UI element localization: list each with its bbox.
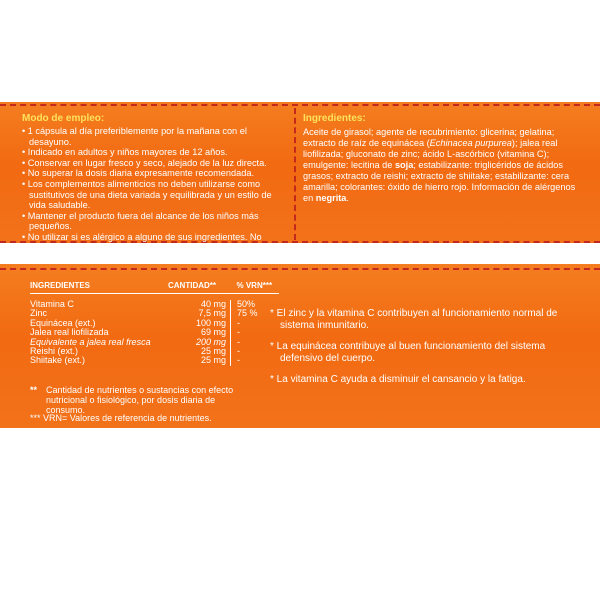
nutrient-vrn: - [237, 327, 240, 338]
health-claim: * La equinácea contribuye al buen funcionamiento del sistema defensivo del cuerpo. [270, 341, 546, 364]
nutrient-quantity: 200 mg [168, 338, 231, 347]
nutrition-row [30, 356, 279, 365]
ingredients-title: Ingredientes: [303, 113, 366, 124]
usage-item: • 1 cápsula al día preferiblemente por la mañana con el desayuno. [22, 126, 247, 147]
usage-item: • No utilizar si es alérgico a alguno de sus ingredientes. No utilizar en caso de embarazo o lactancia. [22, 231, 262, 253]
footnote-quantity [30, 385, 246, 415]
nutrient-quantity: 100 mg [168, 319, 231, 328]
nutrient-name: Equivalente a jalea real fresca [30, 336, 151, 347]
nutrition-table [30, 281, 279, 366]
usage-item: • Indicado en adultos y niños mayores de 12 años. [22, 147, 228, 158]
allergen-soy: soja [394, 160, 414, 170]
nutrition-top-cut-line [0, 268, 600, 270]
allergen-bold-word: negrita [315, 193, 347, 203]
usage-list [22, 126, 288, 253]
footnote-quantity-text: Cantidad de nutrientes o sustancias con efecto nutricional o fisiológico, por dosis diaria de consumo. [46, 385, 234, 415]
nutrient-quantity: 25 mg [168, 356, 231, 365]
header-vrn: % VRN*** [231, 281, 279, 294]
nutrient-name: Jalea real liofilizada [30, 327, 109, 338]
nutrient-vrn: - [237, 355, 240, 366]
nutrient-quantity: 40 mg [168, 300, 231, 309]
footnote-quantity-mark: ** [30, 385, 38, 395]
footnote-vrn: *** VRN= Valores de referencia de nutrientes. [30, 413, 212, 423]
nutrient-vrn: - [237, 346, 240, 357]
ingredients-part1: Aceite de girasol; agente de recubrimiento: glicerina; gelatina; extracto de raíz de equinácea ( [303, 127, 555, 148]
health-claim: * La vitamina C ayuda a disminuir el cansancio y la fatiga. [270, 374, 526, 385]
nutrient-name: Equinácea (ext.) [30, 317, 96, 328]
header-ingredients: INGREDIENTES [30, 281, 168, 294]
nutrient-vrn: - [237, 317, 240, 328]
nutrient-name: Vitamina C [30, 299, 74, 309]
nutrient-vrn: - [237, 336, 240, 347]
ingredients-part3: ; estabilizante: triglicéridos de ácidos grasos; extracto de reishi; extracto de shiitake; estabilizante: cera amarilla; colorantes: óxido de hierro rojo. Información de alérgenos en [303, 160, 576, 203]
ingredients-part2: ); jalea real liofilizada; gluconato de zinc; ácido L-ascórbico (vitamina C); emulgente: lecitina de [303, 138, 558, 170]
ingredients-part4: . [346, 193, 349, 203]
nutrient-name: Shiitake (ext.) [30, 355, 86, 366]
nutrient-vrn: 75 % [237, 308, 258, 319]
usage-item: • Los complementos alimenticios no deben utilizarse como sustitutivos de una dieta variada y equilibrada y un estilo de vida saludable. [22, 178, 272, 211]
usage-title: Modo de empleo: [22, 113, 105, 124]
nutrient-name: Reishi (ext.) [30, 346, 79, 357]
usage-item: • Conservar en lugar fresco y seco, alejado de la luz directa. [22, 157, 267, 168]
nutrient-quantity: 69 mg [168, 328, 231, 337]
ingredients-latin-name: Echinacea purpurea [429, 138, 512, 148]
ingredients-text [303, 127, 585, 204]
usage-item: • No superar la dosis diaria expresamente recomendada. [22, 168, 255, 179]
header-quantity: CANTIDAD** [168, 281, 231, 294]
top-cut-line [0, 104, 600, 106]
nutrient-vrn: 50% [237, 299, 256, 309]
nutrient-name: Zinc [30, 308, 48, 319]
nutrient-quantity: 7,5 mg [168, 309, 231, 318]
usage-item: • Mantener el producto fuera del alcance de los niños más pequeños. [22, 210, 259, 232]
nutrition-table-body [30, 300, 279, 366]
health-claims [270, 308, 570, 395]
nutrition-header-row [30, 281, 279, 294]
vertical-divider [294, 108, 296, 240]
health-claim: * El zinc y la vitamina C contribuyen al funcionamiento normal de sistema inmunitario. [270, 308, 558, 331]
nutrient-quantity: 25 mg [168, 347, 231, 356]
